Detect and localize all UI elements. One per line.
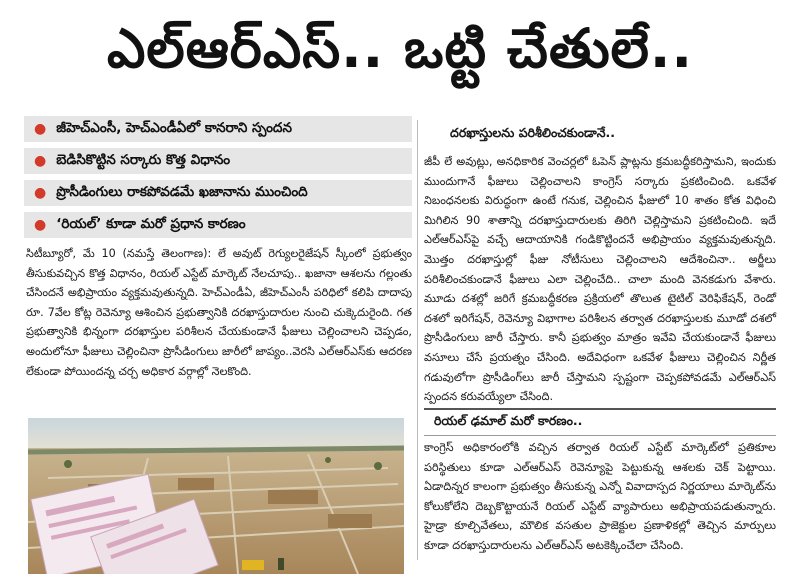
bullet-dot-icon: ●: [34, 153, 47, 169]
bullet-dot-icon: ●: [34, 185, 47, 201]
bullet-text: ‘రియల్‌’ కూడా మరో ప్రధాన కారణం: [56, 215, 246, 232]
bullet-item: [24, 180, 412, 206]
headline: ఎల్‌ఆర్‌ఎస్‌.. ఒట్టి చేతులే..: [107, 16, 693, 80]
land-plots-photo-icon: [28, 418, 404, 574]
right-article-body-1: జీపీ లే అవుట్లు, అనధికారిక వెంచర్లలో ఓపెన్‌ ప్లాట్లను క్రమబద్ధీకరిస్తామని, ఇందుకు ముందుగానే ఫీజులు చెల్లించాలని కాంగ్రెస్‌ సర్కారు ప్రకటించింది. ఒకవేళ నిబంధనలకు విరుద్ధంగా ఉంటే గనుక, చెల్లించిన ఫీజులో 10 శాతం కోత విధించి మిగిలిన 90 శాతాన్ని దరఖాస్తుదారులకు తిరిగి చెల్లిస్తామని ప్రకటించింది. ఇదే ఎల్‌ఆర్‌ఎస్‌పై వచ్చే ఆదాయానికి గండికొట్టిందనే అభిప్రాయం వ్యక్తమవుతున్నది. మొత్తం దరఖాస్తుల్లో ఫీజు నోటీసులు చెల్లించాలని ఆదేశించినా.. అర్జీలు పరిశీలించకుండానే ఫీజులు ఎలా చెల్లించేది.. చాలా మంది వెనకడుగు వేశారు. మూడు దశల్లో జరిగే క్రమబద్ధీకరణ ప్రక్రియలో తొలుత టైటిల్‌ వెరిఫికేషన్‌, రెండో దశలో ఇరిగేషన్‌, రెవెన్యూ విభాగాల పరిశీలన తర్వాత దరఖాస్తులకు మూడో దశలో ప్రొసీడింగులు జారీ చేస్తారు. కానీ ప్రభుత్వం మాత్రం ఇవేవి చేయకుండానే ఫీజులు వసూలు చేసే ప్రయత్నం చేసింది. అదేవిధంగా ఒకవేళ ఫీజులు చెల్లించిన నిర్ణీత గడువులోగా ప్రొసీడింగ్‌లు జారీ చేస్తామని స్పష్టంగా చెప్పకపోవడమే ఎల్‌ఆర్‌ఎస్‌ స్పందన కరువయ్యేలా చేసింది.: [424, 155, 776, 404]
bullet-item: [24, 148, 412, 174]
right-subheading-2: రియల్‌ ఢమాల్‌ మరో కారణం..: [424, 408, 776, 436]
bullet-dot-icon: ●: [34, 121, 47, 137]
bullet-text: బెడిసికొట్టిన సర్కారు కొత్త విధానం: [56, 151, 231, 168]
bullet-list: [24, 116, 412, 244]
bullet-text: జీహెచ్‌ఎంసీ, హెచ్‌ఎండీఏలో కానరాని స్పందన: [56, 119, 292, 136]
bullet-text: ప్రొసీడింగులు రాకపోవడమే ఖజానాను ముంచింది: [56, 183, 308, 200]
right-article-body-2: కాంగ్రెస్‌ అధికారంలోకి వచ్చిన తర్వాత రియల్‌ ఎస్టేట్‌ మార్కెట్‌లో ప్రతికూల పరిస్థితులు కూడా ఎల్‌ఆర్‌ఎస్‌ రెవెన్యూపై పెట్టుకున్న ఆశలకు చెక్‌ పెట్టాయి. ఏడాదిన్నర కాలంగా ప్రభుత్వం తీసుకున్న ఎన్నో వివాదాస్పద నిర్ణయాలు మార్కెట్‌ను కోలుకోలేని దెబ్బకొట్టాయనే రియల్‌ ఎస్టేట్‌ వ్యాపారులు అభిప్రాయపడుతున్నారు. హైడ్రా కూల్చివేతలు, మౌలిక వసతుల ప్రాజెక్టుల ప్రణాళికల్లో తెచ్చిన మార్పులు కూడా దరఖాస్తుదారులను ఎల్‌ఆర్‌ఎస్‌ అటకెక్కించేలా చేసింది.: [424, 441, 776, 552]
bullet-item: [24, 116, 412, 142]
bullet-dot-icon: ●: [34, 217, 47, 233]
left-article-body: సిటీబ్యూరో, మే 10 (నమస్తే తెలంగాణ): లే అవుట్‌ రెగ్యులరైజేషన్‌ స్కీంలో ప్రభుత్వం తీసుకువచ్చిన కొత్త విధానం, రియల్‌ ఎస్టేట్‌ మార్కెట్‌ నేలచూపు.. ఖజానా ఆశలను గల్లంతు చేసిందనే అభిప్రాయం వ్యక్తమవుతున్నది. హెచ్‌ఎండీఏ, జీహెచ్‌ఎంసీ పరిధిలో కలిపి దాదాపు రూ. 7వేల కోట్ల రెవెన్యూ ఆశించిన ప్రభుత్వానికి దరఖాస్తుదారుల నుంచి చుక్కెదురైంది. గత ప్రభుత్వానికి భిన్నంగా దరఖాస్తుల పరిశీలన చేయకుండానే ఫీజులు చెల్లించాలని చెప్పడం, అందులోనూ ఫీజులు చెల్లించినా ప్రొసీడింగులు జారీలో జాప్యం..వెరసి ఎల్‌ఆర్‌ఎస్‌కు ఆదరణ లేకుండా పోయిందన్న చర్చ అధికార వర్గాల్లో నెలకొంది.: [26, 247, 412, 378]
column-divider: [417, 120, 418, 560]
bullet-item: [24, 212, 412, 238]
right-subheading-1: దరఖాస్తులను పరిశీలించకుండానే..: [450, 125, 616, 140]
